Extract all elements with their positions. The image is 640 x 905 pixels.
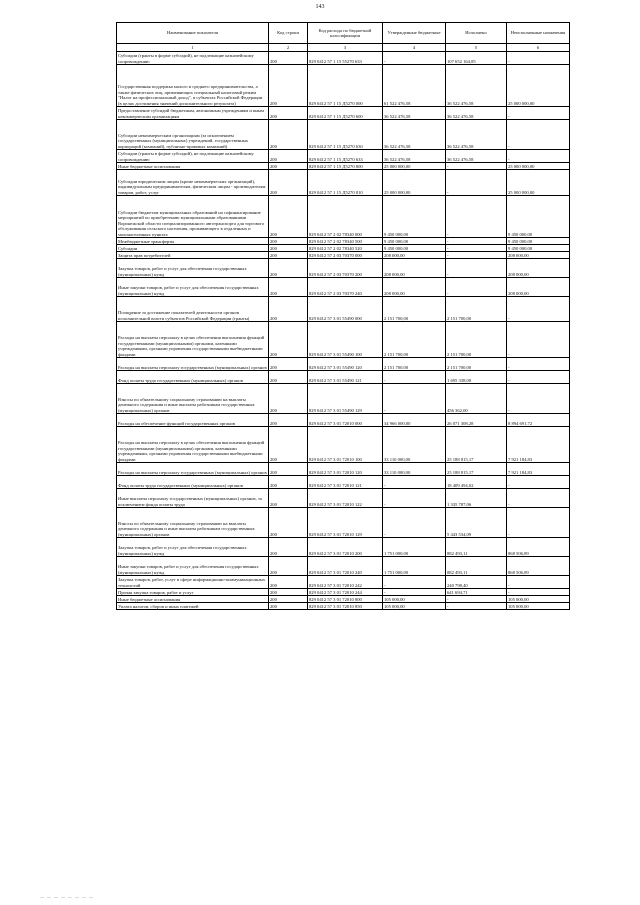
row-unexecuted-amount: 25 000 000,00 <box>507 65 570 107</box>
row-indicator-name: Прочая закупка товаров, работ и услуг <box>117 589 269 596</box>
row-indicator-name: Фонд оплаты труда государственных (муниципальных) органов <box>117 371 269 384</box>
row-indicator-name: Расходы на выплаты персоналу в целях обеспечения выполнения функций государственными (муниципальными) органами, казенными учреждениями, органами управления государственными внебюджетными фондами <box>117 322 269 358</box>
row-line-code: 200 <box>269 427 308 463</box>
row-budget-code: 829 0412 57 3 01 55490 120 <box>308 358 383 371</box>
row-executed-amount: - <box>446 170 507 196</box>
table-row <box>117 65 570 107</box>
row-executed-amount: 18 409 494,02 <box>446 476 507 489</box>
row-approved-amount: 9 450 000,00 <box>383 245 446 252</box>
row-approved-amount: 1 751 000,00 <box>383 538 446 557</box>
row-approved-amount: 61 522 476,58 <box>383 65 446 107</box>
row-unexecuted-amount: 9 450 000,00 <box>507 238 570 245</box>
row-approved-amount: - <box>383 489 446 508</box>
row-unexecuted-amount: - <box>507 508 570 538</box>
row-executed-amount: - <box>446 245 507 252</box>
row-executed-amount: 36 522 476,58 <box>446 107 507 120</box>
row-line-code: 200 <box>269 576 308 589</box>
row-executed-amount: 1 335 787,06 <box>446 489 507 508</box>
row-unexecuted-amount: - <box>507 297 570 322</box>
row-unexecuted-amount: 105 000,00 <box>507 596 570 603</box>
row-line-code: 200 <box>269 358 308 371</box>
row-unexecuted-amount: - <box>507 384 570 414</box>
table-row <box>117 196 570 238</box>
table-row <box>117 52 570 65</box>
table-row <box>117 170 570 196</box>
row-indicator-name: Расходы на обеспечение функций государственных органов <box>117 414 269 427</box>
row-executed-amount: 882 493,11 <box>446 557 507 576</box>
row-executed-amount: 882 493,11 <box>446 538 507 557</box>
row-approved-amount: 105 000,00 <box>383 596 446 603</box>
table-row <box>117 322 570 358</box>
row-budget-code: 829 0412 57 3 01 72010 244 <box>308 589 383 596</box>
row-unexecuted-amount: - <box>507 576 570 589</box>
row-line-code: 200 <box>269 538 308 557</box>
row-indicator-name: Иные закупки товаров, работ и услуг для обеспечения государственных (муниципальных) нужд <box>117 278 269 297</box>
row-indicator-name: Государственная поддержка малого и среднего предпринимательства, а также физических лиц, применяющих специальный налоговый режим "Налог на профессиональный доход", в субъектах Российской Федерации (в целях достижения значений дополнительного результата) <box>117 65 269 107</box>
row-budget-code: 829 0412 57 1 15 Д5270 810 <box>308 170 383 196</box>
row-executed-amount: 36 522 476,58 <box>446 150 507 163</box>
row-indicator-name: Закупка товаров, работ, услуг в сфере информационно-коммуникационных технологий <box>117 576 269 589</box>
row-budget-code: 829 0412 57 2 03 70370 000 <box>308 252 383 259</box>
row-executed-amount: - <box>446 278 507 297</box>
row-approved-amount: - <box>383 508 446 538</box>
row-unexecuted-amount: 25 000 000,00 <box>507 170 570 196</box>
table-row <box>117 476 570 489</box>
row-budget-code: 829 0412 57 1 15 Д5270 600 <box>308 107 383 120</box>
row-unexecuted-amount: - <box>507 120 570 150</box>
table-row <box>117 414 570 427</box>
row-line-code: 200 <box>269 259 308 278</box>
row-unexecuted-amount: - <box>507 52 570 65</box>
table-row <box>117 538 570 557</box>
row-unexecuted-amount: - <box>507 150 570 163</box>
row-budget-code: 829 0412 57 3 01 72010 240 <box>308 557 383 576</box>
row-executed-amount: 641 694,71 <box>446 589 507 596</box>
row-executed-amount: 240 798,40 <box>446 576 507 589</box>
row-executed-amount: 26 071 308,28 <box>446 414 507 427</box>
row-budget-code: 829 0412 57 3 01 72010 242 <box>308 576 383 589</box>
row-executed-amount: 107 652 164,85 <box>446 52 507 65</box>
row-executed-amount: 2 151 700,00 <box>446 322 507 358</box>
row-approved-amount: - <box>383 589 446 596</box>
row-unexecuted-amount: - <box>507 107 570 120</box>
row-indicator-name: Закупка товаров, работ и услуг для обеспечения государственных (муниципальных) нужд <box>117 259 269 278</box>
row-approved-amount: - <box>383 384 446 414</box>
row-unexecuted-amount: 105 000,00 <box>507 603 570 610</box>
row-approved-amount: 34 966 000,00 <box>383 414 446 427</box>
column-number: 3 <box>308 44 383 52</box>
row-approved-amount: 33 110 000,00 <box>383 463 446 476</box>
row-line-code: 200 <box>269 508 308 538</box>
header-unexecuted: Неисполненные назначения <box>507 23 570 44</box>
table-row <box>117 245 570 252</box>
row-budget-code: 829 0412 57 3 01 72010 200 <box>308 538 383 557</box>
table-row <box>117 163 570 170</box>
row-executed-amount: - <box>446 596 507 603</box>
row-unexecuted-amount: - <box>507 589 570 596</box>
row-budget-code: 829 0412 57 2 02 78340 000 <box>308 196 383 238</box>
row-indicator-name: Иные выплаты персоналу государственных (муниципальных) органов, за исключением фонда оплаты труда <box>117 489 269 508</box>
row-indicator-name: Субсидии (гранты в форме субсидий), не подлежащие казначейскому сопровождению <box>117 52 269 65</box>
row-budget-code: 829 0412 57 2 03 70370 200 <box>308 259 383 278</box>
header-line-code: Код строки <box>269 23 308 44</box>
row-line-code: 200 <box>269 476 308 489</box>
table-row <box>117 557 570 576</box>
table-row <box>117 120 570 150</box>
column-number-row <box>117 44 570 52</box>
row-unexecuted-amount: 9 450 000,00 <box>507 245 570 252</box>
footnote-line: — — — — — — — — <box>40 894 94 899</box>
row-line-code: 200 <box>269 52 308 65</box>
row-executed-amount: 456 362,00 <box>446 384 507 414</box>
row-line-code: 200 <box>269 603 308 610</box>
row-budget-code: 829 0412 57 2 02 78340 500 <box>308 238 383 245</box>
row-budget-code: 829 0412 57 3 01 55490 121 <box>308 371 383 384</box>
row-line-code: 200 <box>269 384 308 414</box>
row-approved-amount: 9 450 000,00 <box>383 238 446 245</box>
row-executed-amount: - <box>446 603 507 610</box>
row-approved-amount: 33 110 000,00 <box>383 427 446 463</box>
column-number: 5 <box>446 44 507 52</box>
row-line-code: 200 <box>269 557 308 576</box>
row-line-code: 200 <box>269 596 308 603</box>
row-line-code: 200 <box>269 170 308 196</box>
table-row <box>117 384 570 414</box>
row-unexecuted-amount: - <box>507 358 570 371</box>
row-executed-amount: 2 151 700,00 <box>446 358 507 371</box>
row-executed-amount: 5 443 534,09 <box>446 508 507 538</box>
row-budget-code: 829 0412 57 1 15 Д5270 630 <box>308 120 383 150</box>
row-executed-amount: 1 695 338,00 <box>446 371 507 384</box>
column-number: 2 <box>269 44 308 52</box>
row-approved-amount: 25 000 000,00 <box>383 163 446 170</box>
row-indicator-name: Межбюджетные трансферты <box>117 238 269 245</box>
table-row <box>117 576 570 589</box>
row-indicator-name: Иные закупки товаров, работ и услуг для обеспечения государственных (муниципальных) нужд <box>117 557 269 576</box>
header-executed: Исполнено <box>446 23 507 44</box>
row-line-code: 200 <box>269 196 308 238</box>
row-budget-code: 829 0412 57 3 01 55490 000 <box>308 297 383 322</box>
row-executed-amount: - <box>446 196 507 238</box>
row-line-code: 200 <box>269 297 308 322</box>
row-unexecuted-amount: 9 450 000,00 <box>507 196 570 238</box>
row-indicator-name: Субсидии <box>117 245 269 252</box>
row-indicator-name: Фонд оплаты труда государственных (муниципальных) органов <box>117 476 269 489</box>
row-indicator-name: Расходы на выплаты персоналу государственных (муниципальных) органов <box>117 358 269 371</box>
row-line-code: 200 <box>269 107 308 120</box>
row-executed-amount: 36 522 476,58 <box>446 65 507 107</box>
row-line-code: 200 <box>269 322 308 358</box>
row-unexecuted-amount: 208 000,00 <box>507 278 570 297</box>
row-budget-code: 829 0412 57 3 01 72010 800 <box>308 596 383 603</box>
column-number: 1 <box>117 44 269 52</box>
row-line-code: 200 <box>269 278 308 297</box>
table-row <box>117 463 570 476</box>
row-indicator-name: Иные бюджетные ассигнования <box>117 596 269 603</box>
row-approved-amount: 1 751 000,00 <box>383 557 446 576</box>
row-budget-code: 829 0412 57 3 01 55490 100 <box>308 322 383 358</box>
row-line-code: 200 <box>269 238 308 245</box>
row-line-code: 200 <box>269 371 308 384</box>
row-indicator-name: Расходы на выплаты персоналу в целях обеспечения выполнения функций государственными (муниципальными) органами, казенными учреждениями, органами управления государственными внебюджетными фондами <box>117 427 269 463</box>
row-line-code: 200 <box>269 120 308 150</box>
row-unexecuted-amount: 208 000,00 <box>507 259 570 278</box>
table-row <box>117 596 570 603</box>
row-approved-amount: - <box>383 576 446 589</box>
row-approved-amount: - <box>383 52 446 65</box>
row-budget-code: 829 0412 57 1 15 55270 633 <box>308 52 383 65</box>
row-unexecuted-amount: - <box>507 371 570 384</box>
row-line-code: 200 <box>269 65 308 107</box>
row-executed-amount: - <box>446 238 507 245</box>
row-indicator-name: Субсидии некоммерческим организациям (за исключением государственных (муниципальных) учреждений, государственных корпораций (компаний), публично-правовых компаний) <box>117 120 269 150</box>
row-executed-amount: - <box>446 252 507 259</box>
row-budget-code: 829 0412 57 1 15 Д5270 800 <box>308 163 383 170</box>
row-line-code: 200 <box>269 463 308 476</box>
table-row <box>117 150 570 163</box>
row-unexecuted-amount: 7 921 184,83 <box>507 427 570 463</box>
row-budget-code: 829 0412 57 3 01 72010 122 <box>308 489 383 508</box>
row-unexecuted-amount: - <box>507 322 570 358</box>
header-approved: Утвержденные бюджетные <box>383 23 446 44</box>
row-budget-code: 829 0412 57 3 01 72010 850 <box>308 603 383 610</box>
budget-execution-table <box>116 22 570 610</box>
row-approved-amount: 36 522 476,58 <box>383 150 446 163</box>
row-approved-amount: 25 000 000,00 <box>383 170 446 196</box>
row-line-code: 200 <box>269 163 308 170</box>
row-line-code: 200 <box>269 489 308 508</box>
row-indicator-name: Защита прав потребителей <box>117 252 269 259</box>
row-unexecuted-amount: - <box>507 476 570 489</box>
table-body <box>117 52 570 610</box>
table-row <box>117 278 570 297</box>
table-row <box>117 238 570 245</box>
row-approved-amount: 36 522 476,58 <box>383 107 446 120</box>
row-indicator-name: Поощрение за достижение показателей деятельности органов исполнительной власти субъектов Российской Федерации (гранты) <box>117 297 269 322</box>
column-number: 4 <box>383 44 446 52</box>
header-indicator-name: Наименование показателя <box>117 23 269 44</box>
table-row <box>117 107 570 120</box>
row-budget-code: 829 0412 57 2 02 78340 520 <box>308 245 383 252</box>
row-approved-amount: 2 151 700,00 <box>383 322 446 358</box>
row-approved-amount: 208 000,00 <box>383 252 446 259</box>
row-budget-code: 829 0412 57 3 01 72010 120 <box>308 463 383 476</box>
row-line-code: 200 <box>269 252 308 259</box>
row-unexecuted-amount: 25 000 000,00 <box>507 163 570 170</box>
row-budget-code: 829 0412 57 3 01 72010 121 <box>308 476 383 489</box>
row-indicator-name: Субсидии бюджетам муниципальных образований на софинансирование мероприятий по приобретению муниципальными образованиями Воронежской области специализированного автотранспорта для торгового обслуживания сельского населения, проживающего в отдаленных и малонаселенных пунктах <box>117 196 269 238</box>
row-unexecuted-amount: 868 506,89 <box>507 538 570 557</box>
header-budget-classification: Код расхода по бюджетной классификации <box>308 23 383 44</box>
table-row <box>117 358 570 371</box>
row-approved-amount: - <box>383 476 446 489</box>
row-unexecuted-amount: - <box>507 489 570 508</box>
row-budget-code: 829 0412 57 1 15 Д5270 633 <box>308 150 383 163</box>
row-approved-amount: - <box>383 371 446 384</box>
row-budget-code: 829 0412 57 1 15 Д5270 000 <box>308 65 383 107</box>
row-executed-amount: 36 522 476,58 <box>446 120 507 150</box>
row-indicator-name: Предоставление субсидий бюджетным, автономным учреждениям и иным некоммерческим организациям <box>117 107 269 120</box>
row-approved-amount: 36 522 476,58 <box>383 120 446 150</box>
row-unexecuted-amount: 7 921 184,83 <box>507 463 570 476</box>
table-row <box>117 589 570 596</box>
table-row <box>117 489 570 508</box>
row-indicator-name: Закупка товаров, работ и услуг для обеспечения государственных (муниципальных) нужд <box>117 538 269 557</box>
row-executed-amount: 2 151 700,00 <box>446 297 507 322</box>
row-line-code: 200 <box>269 150 308 163</box>
row-executed-amount: 25 188 815,17 <box>446 427 507 463</box>
table-row <box>117 508 570 538</box>
row-executed-amount: - <box>446 163 507 170</box>
row-approved-amount: 2 151 700,00 <box>383 358 446 371</box>
table-row <box>117 603 570 610</box>
row-budget-code: 829 0412 57 2 03 70370 240 <box>308 278 383 297</box>
row-indicator-name: Взносы по обязательному социальному страхованию на выплаты денежного содержания и иные выплаты работникам государственных (муниципальных) органов <box>117 508 269 538</box>
row-unexecuted-amount: 8 894 691,72 <box>507 414 570 427</box>
table-row <box>117 252 570 259</box>
row-executed-amount: 25 188 815,17 <box>446 463 507 476</box>
row-approved-amount: 9 450 000,00 <box>383 196 446 238</box>
row-approved-amount: 2 151 700,00 <box>383 297 446 322</box>
row-indicator-name: Расходы на выплаты персоналу государственных (муниципальных) органов <box>117 463 269 476</box>
page-number: 143 <box>315 4 325 10</box>
row-indicator-name: Взносы по обязательному социальному страхованию на выплаты денежного содержания и иные выплаты работникам государственных (муниципальных) органов <box>117 384 269 414</box>
row-approved-amount: 105 000,00 <box>383 603 446 610</box>
row-line-code: 200 <box>269 589 308 596</box>
table-row <box>117 259 570 278</box>
table-header-row <box>117 23 570 44</box>
table-row <box>117 427 570 463</box>
row-indicator-name: Уплата налогов, сборов и иных платежей <box>117 603 269 610</box>
row-line-code: 200 <box>269 414 308 427</box>
row-budget-code: 829 0412 57 3 01 72010 129 <box>308 508 383 538</box>
row-unexecuted-amount: 208 000,00 <box>507 252 570 259</box>
row-indicator-name: Субсидии юридическим лицам (кроме некоммерческих организаций), индивидуальным предпринимателям, физическим лицам - производителям товаров, работ, услуг <box>117 170 269 196</box>
row-budget-code: 829 0412 57 3 01 72010 000 <box>308 414 383 427</box>
row-indicator-name: Субсидии (гранты в форме субсидий), не подлежащие казначейскому сопровождению <box>117 150 269 163</box>
row-budget-code: 829 0412 57 3 01 55490 129 <box>308 384 383 414</box>
row-line-code: 200 <box>269 245 308 252</box>
row-unexecuted-amount: 868 506,89 <box>507 557 570 576</box>
row-approved-amount: 208 000,00 <box>383 259 446 278</box>
row-indicator-name: Иные бюджетные ассигнования <box>117 163 269 170</box>
table-row <box>117 297 570 322</box>
row-budget-code: 829 0412 57 3 01 72010 100 <box>308 427 383 463</box>
table-row <box>117 371 570 384</box>
row-approved-amount: 208 000,00 <box>383 278 446 297</box>
row-executed-amount: - <box>446 259 507 278</box>
column-number: 6 <box>507 44 570 52</box>
